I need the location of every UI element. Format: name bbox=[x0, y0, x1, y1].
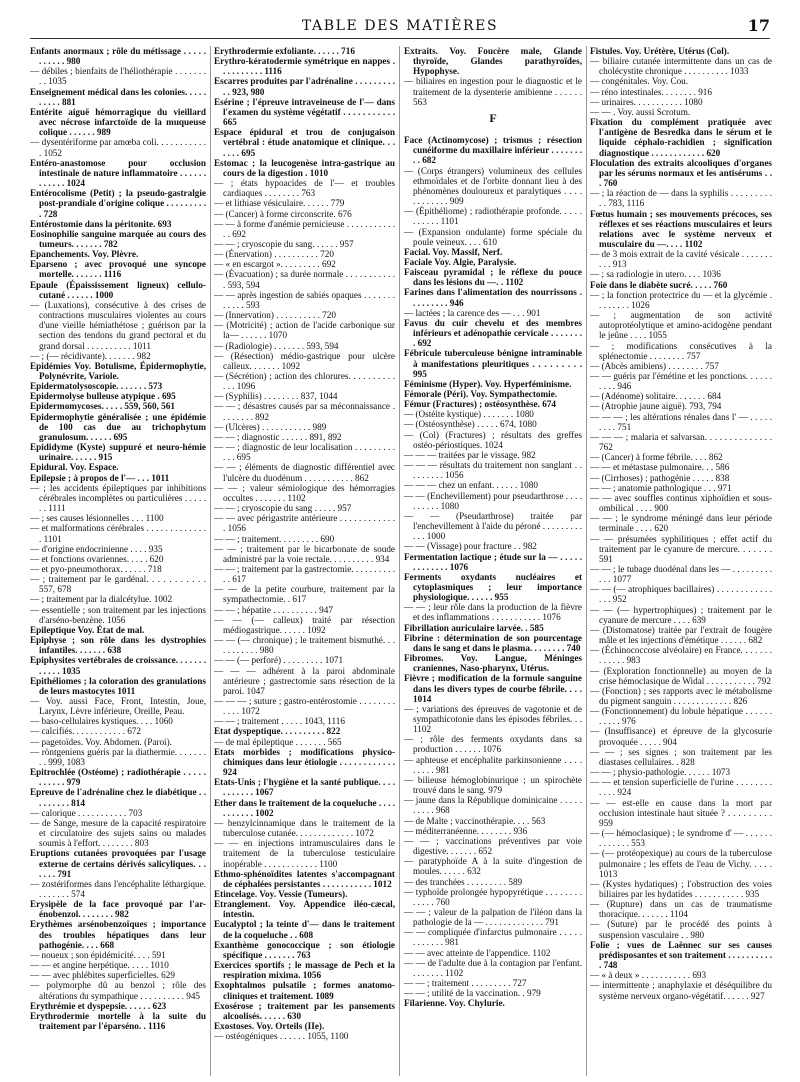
index-entry: Exercices sportifs ; le massage de Pech et la respiration mixima. 1056 bbox=[214, 960, 395, 981]
index-entry: — (Rupture) dans un cas de traumatisme thoracique. . . . . . . 1104 bbox=[590, 899, 772, 920]
index-entry: Ethmo-sphénoïdites latentes s'accompagnant de céphalées persistantes . . . . . . . . . . . 1012 bbox=[214, 868, 395, 889]
index-entry: — — ; valeur de la palpation de l'iléon dans la pathologie de la — . . . . . . . . . . . . . 791 bbox=[404, 906, 582, 928]
index-entry: — (Cancer) à forme fébrile. . . . 862 bbox=[590, 452, 723, 463]
index-entry: — — — ; suture ; gastro-entérostomie . . . . . . . . . . . . 1072 bbox=[214, 696, 395, 717]
index-entry: — (Syphilis) . . . . . . . . 837, 1044 bbox=[214, 391, 338, 402]
index-entry: Ferments oxydants nucléaires et cytoplasmiques ; leur importance physiologique. . . . . . 955 bbox=[404, 571, 582, 603]
index-entry: — essentielle ; son traitement par les injections d'arséno-benzène. 1056 bbox=[30, 604, 206, 625]
index-entry: — Voy. aussi Face, Front, Intestin, Joue, Larynx, Lèvre inférieure, Oreille, Peau. bbox=[30, 696, 206, 717]
index-entry: — ; sa radiologie in utero. . . . 1036 bbox=[590, 269, 721, 280]
index-entry: — ; états hypoacides de l'— et troubles cardiaques . . . . . . . . 763 bbox=[214, 178, 395, 199]
index-entry: — — ; le syndrome méningé dans leur période terminale . . . . 620 bbox=[590, 513, 772, 534]
index-entry: Fibrillation auriculaire larvée. . 585 bbox=[404, 622, 544, 633]
index-entry: — (Corps étrangers) volumineux des cellules ethmoïdales et de l'orbite donnant lieu à des phénomènes douloureux et paralytiques . . . . . . . . . . . . 909 bbox=[404, 165, 582, 207]
index-entry: — — et tension superficielle de l'urine . . . . . . . . . . . . 924 bbox=[590, 777, 772, 798]
index-entry: Entérite aiguë hémorragique du vieillard avec nécrose infarctoïde de la muqueuse colique . . . . . . 989 bbox=[30, 106, 206, 138]
index-entry: — — ; le tubage duodénal dans les — . . . . . . . . . . . . 1077 bbox=[590, 563, 772, 585]
index-entry: — congénitales. Voy. Cou. bbox=[590, 76, 689, 87]
index-entry: Farines dans l'alimentation des nourrissons . . . . . . . . . 946 bbox=[404, 287, 582, 308]
index-entry: — et malformations cérébrales . . . . . . . . . . . . . . 1101 bbox=[30, 523, 206, 544]
index-entry: — dysentériforme par amœba coli. . . . . . . . . . . . 1052 bbox=[30, 137, 206, 158]
index-entry: — (Fonctionnement) du lobule hépatique . . . . . . . . . . . 976 bbox=[590, 706, 772, 727]
header-rule bbox=[30, 38, 770, 39]
index-entry: — de mal épileptique . . . . . . . 565 bbox=[214, 736, 342, 747]
index-entry: — intermittente ; anaphylaxie et déséquilibre du système nerveux organo-végétatif. . . . . . 927 bbox=[590, 980, 772, 1001]
index-entry: — — avec périgastrite antérieure . . . . . . . . . . . . . 1056 bbox=[214, 513, 395, 534]
index-entry: — « en escargot ». . . . . . . . . 692 bbox=[214, 259, 336, 270]
index-entry: Entérostomie dans la péritonite. 693 bbox=[30, 218, 172, 229]
index-entry: — — après ingestion de sabiés opaques . . . . . . . . . . . . 593 bbox=[214, 289, 395, 310]
index-entry: Entérocolisme (Petit) ; la pseudo-gastralgie post-prandiale d'origine colique . . . . . . . . . . 728 bbox=[30, 188, 206, 219]
index-entry: Eparseno ; avec provoqué une syncope mortelle. . . . . . . 1116 bbox=[30, 259, 206, 280]
index-entry: — — à forme d'anémie pernicieuse . . . . . . . . . . . . . 692 bbox=[214, 218, 395, 239]
index-entry: — — ; anatomie pathologique . . . 971 bbox=[590, 482, 732, 493]
index-entry: Enfants anormaux ; rôle du métissage . . . . . . . . . . . 980 bbox=[30, 46, 206, 67]
index-entry: Eucalyptol ; la teinte d'— dans le traitement de la coqueluche . . 608 bbox=[214, 919, 395, 940]
index-entry: — et pyo-pneumothorax. . . . . . 718 bbox=[30, 563, 162, 574]
index-entry: — — ; utilité de la vaccination. . 979 bbox=[404, 988, 541, 999]
page-header bbox=[30, 14, 770, 36]
index-entry: Epidermomycoses. . . . . 559, 560, 561 bbox=[30, 401, 175, 412]
index-entry: — (Résection) médio-gastrique pour ulcère calleux. . . . . . . 1092 bbox=[214, 350, 395, 371]
index-entry: — — ; traitement . . . . . . . . . 727 bbox=[404, 978, 527, 989]
index-entry: Favus du cuir chevelu et des membres inférieurs et adénopathie cervicale . . . . . . . . 692 bbox=[404, 317, 582, 349]
index-entry: Erysipèle de la face provoqué par l'ar-énobenzol. . . . . . . . 982 bbox=[30, 899, 206, 920]
index-entry: — méditerranéenne. . . . . . . . 936 bbox=[404, 825, 528, 836]
index-entry: — — ; cryoscopie du sang . . . . . 957 bbox=[214, 503, 352, 514]
index-entry: — benzylcinnamique dans le traitement de la tuberculose cutanée. . . . . . . . . . . . . 1072 bbox=[214, 817, 395, 839]
page-number: 17 bbox=[747, 16, 770, 35]
index-entry: — — ; désastres causés par sa méconnaissance . . . . . . . . 892 bbox=[214, 401, 395, 422]
index-entry: — (Énervation) . . . . . . . . . . 720 bbox=[214, 249, 334, 260]
index-entry: — — (— chronique) ; le traitement bismuthé. . . . . . . . . . . 980 bbox=[214, 635, 395, 656]
index-entry: — typhoïde prolongée hypopyrétique . . . . . . . . . . . . . 760 bbox=[404, 886, 582, 907]
index-entry: Etat dyspeptique. . . . . . . . . . 822 bbox=[214, 726, 341, 737]
index-entry: — — et métastase pulmonaire. . . 586 bbox=[590, 462, 730, 473]
index-entry: — — ; traitement par le bicarbonate de soude administré par la voie rectale. . . . . . . . . . 934 bbox=[214, 543, 395, 564]
index-entry: Filarienne. Voy. Chylurie. bbox=[404, 998, 505, 1009]
index-entry: — calcifiés. . . . . . . . . . . . 672 bbox=[30, 726, 141, 737]
index-entry: — — — adhérent à la paroi abdominale antérieure ; gastrectomie sans résection de la paroi. 1047 bbox=[214, 665, 395, 696]
index-entry: Exosérose ; traitement par les pansements alcoolisés. . . . . . 630 bbox=[214, 1000, 395, 1021]
index-entry: — (Épithéliome) ; radiothérapie profonde. . . . . . . . . . . 1101 bbox=[404, 206, 582, 227]
index-entry: — — ; leur rôle dans la production de la fièvre et des inflammations . . . . . . . . . . . 1076 bbox=[404, 602, 582, 623]
index-entry: Escarres produites par l'adrénaline . . . . . . . . . . . 923, 980 bbox=[214, 76, 395, 97]
index-entry: Fémorale (Péri). Voy. Sympathectomie. bbox=[404, 389, 558, 399]
index-entry: Estomac ; la leucogenèse intra-gastrique au cours de la digestion . 1010 bbox=[214, 157, 395, 178]
index-entry: — polymorphe dû au benzol ; rôle des altérations du sympathique . . . . . . . . . . 945 bbox=[30, 980, 206, 1001]
index-entry: — urinaires. . . . . . . . . . . 1080 bbox=[590, 96, 703, 107]
index-entry: — ; traitement par la dialcétylue. 1002 bbox=[30, 594, 173, 605]
index-entry: — (Innervation) . . . . . . . . . . 720 bbox=[214, 310, 336, 321]
index-entry: — « à deux » . . . . . . . . . . . 693 bbox=[590, 970, 707, 981]
index-entry: Ether dans le traitement de la coqueluche . . . . . . . . . . . 1002 bbox=[214, 797, 395, 818]
index-entry: — de Malte ; vaccinothérapie. . . . 563 bbox=[404, 815, 546, 826]
index-entry: Face (Actinomycose) ; trismus ; résection cunéiforme du maxillaire inférieur . . . . . . . . . 682 bbox=[404, 135, 582, 166]
index-entry: Fixation du complément pratiquée avec l'antigène de Besredka dans le sérum et le liquide céphalo-rachidien ; signification diagnostique . . . . . . . . . . . . 620 bbox=[590, 117, 772, 158]
index-entry: — — (— calleux) traité par résection médiogastrique. . . . . . 1092 bbox=[214, 614, 395, 635]
index-entry: Eruptions cutanées provoquées par l'usage externe de certains dérivés salicyliques. . . . . . . 791 bbox=[30, 848, 206, 879]
index-entry: Entéro-anastomose pour occlusion intestinale de nature inflammatoire . . . . . . . . . . . . 1024 bbox=[30, 157, 206, 189]
index-entry: — — avec atteinte de l'appendice. 1102 bbox=[404, 947, 551, 958]
index-entry: — — (Pseudarthrose) traitée par l'enchevillement à l'aide du péroné . . . . . . . . . . . . 1000 bbox=[404, 510, 582, 542]
index-entry: — biliaires en ingestion pour le diagnostic et le traitement de la dysenterie amibienne . . . . . . 563 bbox=[404, 76, 582, 107]
index-entry: — pagetoïdes. Voy. Abdomen. (Paroi). bbox=[30, 736, 172, 747]
index-entry: — — ; traitement par la gastrectomie. . . . . . . . . . . . 617 bbox=[214, 563, 395, 585]
index-entry: — (Luxations), consécutive à des crises de contractions musculaires violentes au cours d'une vieille hémiathétose ; guérison par la section des tendons du grand pectoral et du grand dorsal . . . . . . . . . . 1011 bbox=[30, 299, 206, 351]
index-entry: — — et angine herpétique. . . . . 1010 bbox=[30, 960, 169, 971]
index-entry: Faisceau pyramidal ; le réflexe du pouce dans les lésions du —. . 1102 bbox=[404, 267, 582, 288]
index-entry: — (Ulcères) . . . . . . . . . . . 989 bbox=[214, 421, 327, 432]
index-entry: — — ; valeur sémiologique des hémorragies occultes . . . . . . . 1102 bbox=[214, 482, 395, 503]
index-entry: — (Kystes hydatiques) ; l'obstruction des voies biliaires par les hydatides . . . . . . . . . . . 935 bbox=[590, 878, 772, 899]
index-entry: Epilepsie ; à propos de l'— . . . 1011 bbox=[30, 472, 170, 483]
index-entry: — — — ; les altérations rénales dans l' — . . . . . . . . . 751 bbox=[590, 411, 772, 432]
index-entry: Exophtalmos pulsatile ; formes anatomo-cliniques et traitement. 1089 bbox=[214, 980, 395, 1001]
page-title: TABLE DES MATIÈRES bbox=[301, 18, 499, 34]
column-divider bbox=[210, 46, 211, 1076]
index-entry: Epiphyse ; son rôle dans les dystrophies infantiles. . . . . . . 638 bbox=[30, 635, 206, 656]
index-entry: Espace épidural et trou de conjugaison vertébral : étude anatomique et clinique. . . . . . . 695 bbox=[214, 127, 395, 158]
index-entry: — — de la petite courbure, traitement par la sympathectomie. . 617 bbox=[214, 584, 395, 605]
index-entry: — — compliquée d'infarctus pulmonaire . . . . . . . . . . . . 981 bbox=[404, 927, 582, 948]
index-entry: — — ; hépatite . . . . . . . . . . 947 bbox=[214, 604, 333, 615]
index-column-3 bbox=[404, 46, 582, 1076]
index-entry: — (Cancer) à forme circonscrite. 676 bbox=[214, 208, 352, 219]
index-entry: Epitrochlée (Ostéome) ; radiothérapie . . . . . . . . . . . 979 bbox=[30, 767, 206, 788]
index-entry: — bilieuse hémoglobinurique ; un spirochète trouvé dans le sang. 979 bbox=[404, 774, 582, 796]
index-entry: — — en injections intramusculaires dans le traitement de la tuberculose testiculaire inopérable . . . . . . . . . . . . 1100 bbox=[214, 838, 395, 869]
index-entry: — réno intestinales. . . . . . . . 916 bbox=[590, 86, 712, 97]
index-entry: — ; traitement par le gardénal. . . . . . . . . . . 557, 678 bbox=[30, 574, 206, 595]
index-entry: Erythèmes arsénobenzoïques ; importance des troubles hépatiques dans leur pathogénie. . . . 668 bbox=[30, 919, 206, 950]
index-entry: Epidermophytie généralisée ; une épidémie de 100 cas due au trichophytum granulosum. . . . . . 695 bbox=[30, 411, 206, 442]
index-entry: Epidémies Voy. Botulisme, Épidermophytie, Polynévrite, Variole. bbox=[30, 360, 206, 381]
index-entry: Enseignement médical dans les colonies. . . . . . . . . . 881 bbox=[30, 86, 206, 107]
index-entry: — ostéogéniques . . . . . . 1055, 1100 bbox=[214, 1031, 349, 1042]
index-entry: Fibrine : détermination de son pourcentage dans le sang et dans le plasma. . . . . . . . 740 bbox=[404, 632, 582, 653]
index-entry: Fémur (Fractures) ; ostéosynthèse. 674 bbox=[404, 399, 556, 410]
index-entry: Eosinophilie sanguine marquée au cours des tumeurs. . . . . . . 782 bbox=[30, 228, 206, 249]
index-entry: — — ; éléments de diagnostic différentiel avec l'ulcère du duodénum . . . . . . . . . . . 862 bbox=[214, 462, 395, 483]
index-entry: — (Évacuation) ; sa durée normale . . . . . . . . . . . . 593, 594 bbox=[214, 269, 395, 290]
index-column-1 bbox=[30, 46, 206, 1076]
index-entry: — lactées ; la carence des — . . . 901 bbox=[404, 307, 541, 318]
index-entry: — (Ostéite kystique) . . . . . . . 1080 bbox=[404, 409, 534, 420]
index-entry: Faciale Voy. Algie, Paralysie. bbox=[404, 256, 517, 267]
index-entry: Etranglement. Voy. Appendice iléo-cæcal, intestin. bbox=[214, 899, 395, 920]
index-entry: Epreuve de l'adrénaline chez le diabétique . . . . . . . . . 814 bbox=[30, 787, 206, 808]
index-entry: — (Atrophie jaune aiguë). 793, 794 bbox=[590, 401, 722, 412]
index-entry: Epiphysites vertébrales de croissance. . . . . . . . . . . . 1035 bbox=[30, 655, 206, 676]
index-column-4 bbox=[590, 46, 772, 1076]
index-entry: Epididyme (Kyste) suppuré et neuro-hémie urinaire. . . . . . 915 bbox=[30, 442, 206, 463]
index-entry: — — ; vaccinations préventives par voie digestive. . . . . . . 652 bbox=[404, 835, 582, 857]
index-entry: — (— hémoclasique) ; le syndrome d' — . . . . . . . . . . . . . 553 bbox=[590, 828, 772, 849]
index-entry: — — ; cryoscopie du sang. . . . . . 957 bbox=[214, 238, 354, 249]
index-entry: — débiles ; bienfaits de l'héliothérapie . . . . . . . . . 1035 bbox=[30, 66, 206, 87]
index-entry: — de Sange, mesure de la capacité respiratoire et circulatoire des sujets sains ou malades soumis à l'effort. . . . . . . . 803 bbox=[30, 817, 206, 849]
section-letter: F bbox=[489, 110, 497, 125]
index-entry: — — présumées syphilitiques ; effet actif du traitement par le cyanure de mercure. . . . . . . 591 bbox=[590, 533, 772, 564]
index-entry: — (Échinococcose alvéolaire) en France. . . . . . . . . . . . . 983 bbox=[590, 645, 772, 666]
index-entry: — — est-elle en cause dans la mort par occlusion intestinale haut située ? . . . . . . . . . 959 bbox=[590, 797, 772, 828]
index-column-2 bbox=[214, 46, 395, 1076]
index-entry: — — ; diagnostic . . . . . . 891, 892 bbox=[214, 431, 342, 442]
index-entry: Etincelage. Voy. Vessie (Tumeurs). bbox=[214, 888, 348, 899]
index-entry: — (Col) (Fractures) ; résultats des greffes ostéo-périostiques. 1024 bbox=[404, 429, 582, 450]
index-entry: — — ; traitement. . . . . . . . . 690 bbox=[214, 533, 335, 544]
index-entry: Epileptique Voy. État de mal. bbox=[30, 624, 145, 635]
index-entry: Fermentation lactique ; étude sur la — . . . . . . . . . . . . . 1076 bbox=[404, 551, 582, 572]
index-entry: — (Abcès amibiens) . . . . . . . . 757 bbox=[590, 360, 719, 371]
index-entry: Erythro-kératodermie symétrique en nappes . . . . . . . . . . 1116 bbox=[214, 56, 395, 77]
index-entry: Epidermatolysoscopie. . . . . . . 573 bbox=[30, 381, 163, 392]
index-entry: Extraits. Voy. Foucère male, Glande thyroïde, Glandes parathyroïdes, Hypophyse. bbox=[404, 46, 582, 77]
index-entry: — — (— atrophiques bacillaires) . . . . . . . . . . . . . . . 952 bbox=[590, 584, 772, 605]
index-entry: — — avec phlébites superficielles. 629 bbox=[30, 970, 175, 981]
index-entry: — ; modifications consécutives à la splénectomie . . . . . . . . 757 bbox=[590, 340, 772, 361]
index-entry: — (— protéopexique) au cours de la tuberculose pulmonaire ; les effets de l'eau de Vichy. . . . . 1013 bbox=[590, 848, 772, 879]
index-entry: Erythrodermie exfoliante. . . . . . 716 bbox=[214, 46, 355, 56]
index-entry: — calorique . . . . . . . . . . . 703 bbox=[30, 807, 143, 818]
index-entry: — röntgeniens guéris par la diathermie. . . . . . . . . 999, 1083 bbox=[30, 746, 206, 767]
index-entry: — ; la réaction de — dans la syphilis . . . . . . . . . . . 783, 1116 bbox=[590, 188, 772, 209]
index-entry: — — ; traitement . . . . . 1043, 1116 bbox=[214, 716, 345, 727]
index-entry: — ; la fonction protectrice du — et la glycémie . . . . . . . . 1026 bbox=[590, 289, 772, 310]
index-entry: — (Expansion ondulante) forme spéciale du poule veineux. . . . 610 bbox=[404, 226, 582, 247]
index-entry: — — (Enchevillement) pour pseudarthrose . . . . . . . . . . 1080 bbox=[404, 490, 582, 511]
index-entry: Exanthème gonococcique ; son étiologie spécifique . . . . . . . 763 bbox=[214, 939, 395, 960]
index-entry: Epithéliomes ; la coloration des granulations de leurs mastocytes 1011 bbox=[30, 675, 206, 696]
index-entry: — — (— hypertrophiques) ; traitement par le cyanure de mercure . . . . 639 bbox=[590, 604, 772, 625]
index-entry: Erythrodermie mortelle à la suite du traitement par l'éparséno. . 1116 bbox=[30, 1010, 206, 1031]
index-entry: Etats morbides ; modifications physico-chimiques dans leur étiologie . . . . . . . . . . . . 924 bbox=[214, 746, 395, 778]
index-entry: — — guéris par l'émétine et les ponctions. . . . . . . . . . 946 bbox=[590, 371, 772, 392]
index-entry: — (Sécrétion) ; action des chlorures. . . . . . . . . . . . . 1096 bbox=[214, 371, 395, 392]
index-entry: — ; (— récidivante). . . . . . . 982 bbox=[30, 350, 151, 361]
index-entry: — — — ; malaria et salvarsan. . . . . . . . . . . . . . 762 bbox=[590, 431, 772, 453]
index-entry: — noueux ; son épidémicité. . . . 591 bbox=[30, 949, 166, 960]
index-entry: Folie ; vues de Laënnec sur ses causes prédisposantes et son traitement . . . . . . . . . . . 748 bbox=[590, 939, 772, 971]
index-entry: — — (Vissage) pour fracture . . 982 bbox=[404, 541, 537, 552]
index-entry: — — ; physio-pathologie. . . . . . 1073 bbox=[590, 767, 731, 778]
column-divider bbox=[399, 46, 400, 1076]
index-entry: — ; rôle des ferments oxydants dans sa production . . . . . . 1076 bbox=[404, 734, 582, 755]
index-entry: Epaule (Épaississement ligneux) cellulo-cutané . . . . . . 1000 bbox=[30, 279, 206, 300]
index-entry: — (Cirrhoses) ; pathogénie . . . . . 838 bbox=[590, 472, 730, 483]
index-entry: Fébricule tuberculeuse bénigne intraminable à manifestations pleuritiques . . . . . . . . . 995 bbox=[404, 348, 582, 379]
index-entry: — d'origine endocrinienne . . . . 935 bbox=[30, 543, 163, 554]
index-entry: — — — résultats du traitement non sanglant . . . . . . . . . 1056 bbox=[404, 460, 582, 481]
index-entry: Epidermolyse bulleuse atypique . 695 bbox=[30, 391, 176, 402]
index-entry: — — . Voy. aussi Scrotum. bbox=[590, 106, 691, 117]
index-entry: — ; variations des épreuves de vagotonie et de sympathicotonie dans les épisodes fébriles. . . 1102 bbox=[404, 703, 582, 735]
index-entry: — jaune dans la République dominicaine . . . . . . . . . . 968 bbox=[404, 795, 582, 816]
index-entry: Féminisme (Hyper). Voy. Hyperféminisme. bbox=[404, 378, 572, 389]
index-entry: — biliaire cutanée intermittente dans un cas de cholécystite chronique . . . . . . . . . . 1033 bbox=[590, 56, 772, 77]
index-entry: — et lithiase vésiculaire. . . . . . 779 bbox=[214, 198, 345, 209]
index-entry: Exostoses. Voy. Orteils (IIe). bbox=[214, 1021, 325, 1031]
index-entry: Etats-Unis ; l'hygiène et la santé publique. . . . . . . . . . . 1067 bbox=[214, 777, 395, 798]
index-entry: — — — traitées par le vissage. 982 bbox=[404, 449, 536, 460]
index-entry: Fibromes. Voy. Langue, Méninges craniennes, Naso-pharynx, Utérus. bbox=[404, 653, 582, 674]
index-entry: Foie dans le diabète sucré. . . . . 760 bbox=[590, 279, 728, 290]
index-entry: — (Insuffisance) et épreuve de la glycosurie provoquée . . . . . 904 bbox=[590, 726, 772, 747]
index-entry: — (Fonction) ; ses rapports avec le métabolisme du pigment sanguin . . . . . . . . . . . . . 826 bbox=[590, 685, 772, 706]
index-entry: — paratyphoïde A à la suite d'ingestion de moules. . . . . . 632 bbox=[404, 856, 582, 877]
index-entry: Floculation des extraits alcooliques d'organes par les sérums normaux et les antisérums . . . 760 bbox=[590, 157, 772, 189]
index-entry: — des tranchées . . . . . . . . . 589 bbox=[404, 876, 523, 887]
index-entry: — ; augmentation de son activité autoprotéolytique et amino-acidogène pendant le jeûne . . . . 1055 bbox=[590, 310, 772, 341]
index-entry: Esérine ; l'épreuve intraveineuse de l'— dans l'examen du système végétatif . . . . . . . . . . . 665 bbox=[214, 96, 395, 128]
index-entry: — ; les accidents épileptiques par inhibitions cérébrales incomplètes ou particulières . . . . . . . 1111 bbox=[30, 482, 206, 514]
index-entry: — (Radiologie) . . . . . . . 593, 594 bbox=[214, 340, 339, 351]
index-entry: — zostériformes dans l'encéphalite léthargique. . . . . . . . 574 bbox=[30, 878, 206, 899]
index-entry: Erythrémie et dyspepsie. . . . . . 623 bbox=[30, 1000, 167, 1011]
column-divider bbox=[586, 46, 587, 1076]
index-entry: Facial. Voy. Massif, Nerf. bbox=[404, 246, 503, 257]
index-entry: — (Exploration fonctionnelle) au moyen de la crise hémoclasique de Widal . . . . . . . . . . . 792 bbox=[590, 665, 772, 686]
index-entry: — — avec souffles continus xiphoïdien et sous-ombilical . . . . 900 bbox=[590, 492, 772, 514]
index-entry: — — (— perforé) . . . . . . . . . 1071 bbox=[214, 655, 344, 666]
index-entry: Epidural. Voy. Espace. bbox=[30, 462, 119, 473]
index-entry: — — — chez un enfant. . . . . . 1080 bbox=[404, 480, 538, 491]
index-entry: — et fonctions ovariennes. . . . . 620 bbox=[30, 553, 164, 564]
index-entry: — — de l'adulte due à la contagion par l'enfant. . . . . . . . 1102 bbox=[404, 957, 582, 978]
index-entry: — (Motricité) ; action de l'acide carbonique sur la— . . . . . . 1070 bbox=[214, 320, 395, 341]
index-entry: — — ; ses signes ; son traitement par les diastases cellulaires. . 828 bbox=[590, 746, 772, 767]
index-entry: — (Adénome) solitaire. . . . . . . 684 bbox=[590, 391, 722, 402]
index-entry: — (Ostéosynthèse) . . . . . 674, 1080 bbox=[404, 419, 537, 430]
index-entry: Fièvre ; modification de la formule sanguine dans les divers types de courbe fébrile. . . . 1014 bbox=[404, 673, 582, 704]
index-entry: — (Distomatose) traitée par l'extrait de fougère mâle et les injections d'émétique . . . . . . 682 bbox=[590, 624, 772, 646]
index-entry: Fistules. Voy. Urétère, Utérus (Col). bbox=[590, 46, 730, 56]
index-entry: — — ; diagnostic de leur localisation . . . . . . . . . . . . 695 bbox=[214, 442, 395, 463]
index-entry: — aphteuse et encéphalite parkinsonienne . . . . . . . . . 981 bbox=[404, 754, 582, 775]
index-entry: — de 3 mois extrait de la cavité vésicale . . . . . . . . . . 913 bbox=[590, 249, 772, 270]
index-entry: Epanchements. Voy. Plèvre. bbox=[30, 249, 139, 260]
index-entry: — ; ses causes lésionnelles . . . 1100 bbox=[30, 513, 164, 524]
index-entry: Fœtus humain ; ses mouvements précoces, ses réflexes et ses réactions musculaires et leurs relations avec le système nerveux et musculaire du —. . . . 1102 bbox=[590, 208, 772, 249]
index-entry: — (Suture) par le procédé des points à suspension vasculaire . . 980 bbox=[590, 919, 772, 940]
index-entry: — baso-cellulaires kystiques. . . . 1060 bbox=[30, 716, 173, 727]
